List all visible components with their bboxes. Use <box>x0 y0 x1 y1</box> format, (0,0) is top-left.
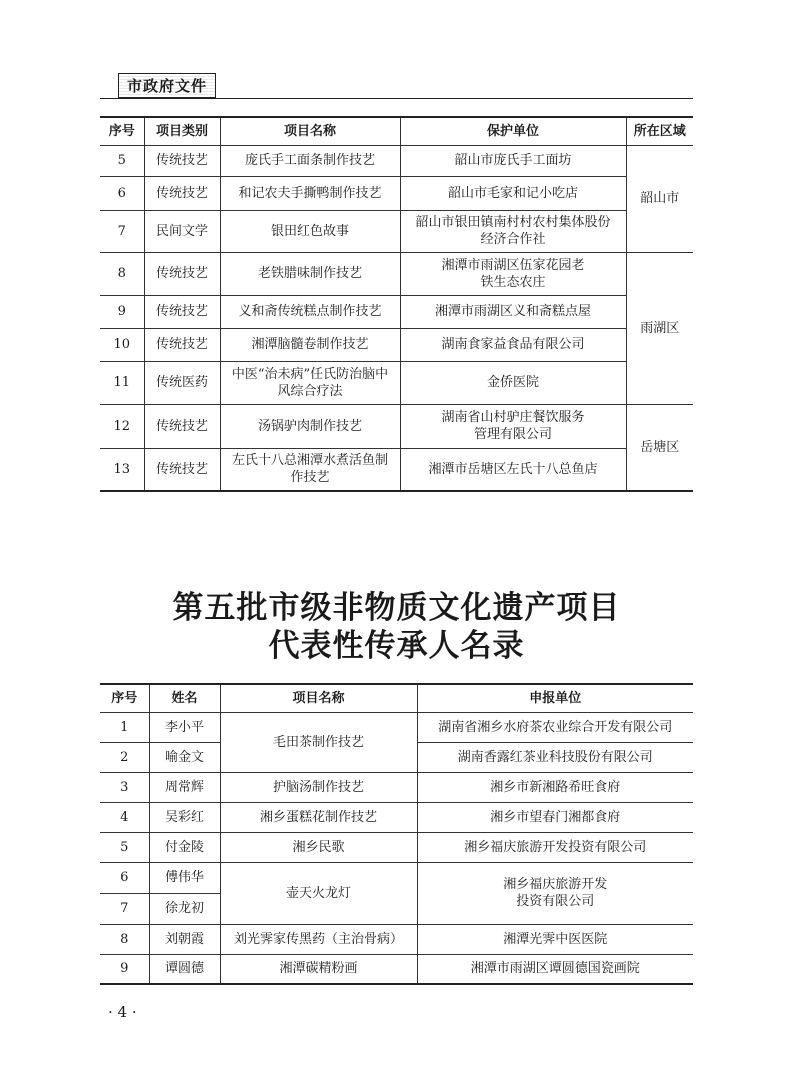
table-row <box>100 448 693 491</box>
table-row <box>100 712 693 742</box>
table-row <box>100 802 693 832</box>
col-header-category: 项目类别 <box>144 117 220 145</box>
section-title-line1: 第五批市级非物质文化遗产项目 <box>172 590 621 626</box>
table-row <box>100 862 693 893</box>
cell-unit: 湘潭市岳塘区左氏十八总鱼店 <box>400 448 626 491</box>
cell-unit: 湘潭市雨湖区谭圆德国瓷画院 <box>417 954 693 984</box>
cell-name: 义和斋传统糕点制作技艺 <box>220 295 400 328</box>
cell-unit: 湘乡福庆旅游开发投资有限公司 <box>417 862 693 924</box>
cell-unit: 韶山市毛家和记小吃店 <box>400 176 626 210</box>
cell-name: 庞氏手工面条制作技艺 <box>220 145 400 176</box>
table-row <box>100 176 693 210</box>
cell-unit: 湘乡市望春门湘都食府 <box>417 802 693 832</box>
cell-unit: 金侨医院 <box>400 361 626 404</box>
cell-person: 喻金文 <box>149 742 220 772</box>
col-header-unit: 保护单位 <box>400 117 626 145</box>
cell-person: 周常辉 <box>149 772 220 802</box>
cell-unit: 湖南香露红茶业科技股份有限公司 <box>417 742 693 772</box>
table-header-row <box>100 684 693 712</box>
cell-unit: 湘潭市雨湖区伍家花园老铁生态农庄 <box>400 252 626 295</box>
cell-no: 2 <box>100 742 149 772</box>
cell-person: 谭圆德 <box>149 954 220 984</box>
table-row <box>100 772 693 802</box>
cell-no: 10 <box>100 328 144 361</box>
table-row <box>100 295 693 328</box>
cell-no: 9 <box>100 954 149 984</box>
cell-category: 民间文学 <box>144 210 220 252</box>
table-row <box>100 404 693 448</box>
cell-no: 8 <box>100 252 144 295</box>
cell-project: 湘乡民歌 <box>220 832 417 862</box>
cell-category: 传统技艺 <box>144 448 220 491</box>
cell-no: 5 <box>100 145 144 176</box>
cell-region: 岳塘区 <box>626 404 693 491</box>
cell-no: 11 <box>100 361 144 404</box>
cell-no: 9 <box>100 295 144 328</box>
cell-region: 雨湖区 <box>626 252 693 404</box>
cell-name: 汤锅驴肉制作技艺 <box>220 404 400 448</box>
table-row <box>100 361 693 404</box>
cell-name: 和记农夫手撕鸭制作技艺 <box>220 176 400 210</box>
cell-category: 传统技艺 <box>144 176 220 210</box>
cell-project: 毛田茶制作技艺 <box>220 712 417 772</box>
cell-category: 传统技艺 <box>144 328 220 361</box>
cell-unit: 湖南食家益食品有限公司 <box>400 328 626 361</box>
cell-no: 4 <box>100 802 149 832</box>
table-row <box>100 832 693 862</box>
cell-no: 7 <box>100 893 149 924</box>
section-title-line2: 代表性传承人名录 <box>268 628 525 664</box>
cell-no: 1 <box>100 712 149 742</box>
cell-no: 6 <box>100 176 144 210</box>
cell-project: 壶天火龙灯 <box>220 862 417 924</box>
cell-person: 付金陵 <box>149 832 220 862</box>
cell-category: 传统技艺 <box>144 404 220 448</box>
cell-no: 5 <box>100 832 149 862</box>
cell-no: 3 <box>100 772 149 802</box>
cell-name: 银田红色故事 <box>220 210 400 252</box>
col-header-name: 项目名称 <box>220 117 400 145</box>
cell-no: 13 <box>100 448 144 491</box>
table-row <box>100 145 693 176</box>
cell-person: 吴彩红 <box>149 802 220 832</box>
cell-unit: 湖南省山村驴庄餐饮服务管理有限公司 <box>400 404 626 448</box>
table-row <box>100 252 693 295</box>
cell-no: 7 <box>100 210 144 252</box>
page-number: · 4 · <box>108 1003 137 1021</box>
cell-unit: 湖南省湘乡水府茶农业综合开发有限公司 <box>417 712 693 742</box>
cell-no: 8 <box>100 924 149 954</box>
cell-region: 韶山市 <box>626 145 693 252</box>
cell-unit: 湘潭市雨湖区义和斋糕点屋 <box>400 295 626 328</box>
cell-project: 湘潭碳精粉画 <box>220 954 417 984</box>
cell-name: 左氏十八总湘潭水煮活鱼制作技艺 <box>220 448 400 491</box>
cell-project: 护脑汤制作技艺 <box>220 772 417 802</box>
cell-unit: 湘潭光霁中医医院 <box>417 924 693 954</box>
cell-person: 李小平 <box>149 712 220 742</box>
col-header-region: 所在区域 <box>626 117 693 145</box>
table-row <box>100 328 693 361</box>
heritage-project-table <box>100 116 693 492</box>
col-header-unit: 申报单位 <box>417 684 693 712</box>
table-row <box>100 210 693 252</box>
cell-project: 刘光霁家传黑药（主治骨病） <box>220 924 417 954</box>
cell-no: 6 <box>100 862 149 893</box>
cell-unit: 韶山市银田镇南村村农村集体股份经济合作社 <box>400 210 626 252</box>
document-header-tag: 市政府文件 <box>118 73 216 98</box>
table-header-row <box>100 117 693 145</box>
table-row <box>100 954 693 984</box>
cell-project: 湘乡蛋糕花制作技艺 <box>220 802 417 832</box>
cell-name: 老铁腊味制作技艺 <box>220 252 400 295</box>
header-rule <box>100 98 693 99</box>
cell-category: 传统技艺 <box>144 252 220 295</box>
cell-person: 刘朝霞 <box>149 924 220 954</box>
cell-unit: 韶山市庞氏手工面坊 <box>400 145 626 176</box>
cell-unit: 湘乡市新湘路希旺食府 <box>417 772 693 802</box>
cell-unit: 湘乡福庆旅游开发投资有限公司 <box>417 832 693 862</box>
cell-person: 傅伟华 <box>149 862 220 893</box>
inheritor-table <box>100 683 693 985</box>
cell-name: 湘潭脑髓卷制作技艺 <box>220 328 400 361</box>
cell-category: 传统医药 <box>144 361 220 404</box>
cell-category: 传统技艺 <box>144 295 220 328</box>
col-header-person: 姓名 <box>149 684 220 712</box>
col-header-no: 序号 <box>100 117 144 145</box>
col-header-project: 项目名称 <box>220 684 417 712</box>
cell-name: 中医“治未病”任氏防治脑中风综合疗法 <box>220 361 400 404</box>
col-header-no: 序号 <box>100 684 149 712</box>
cell-no: 12 <box>100 404 144 448</box>
cell-person: 徐龙初 <box>149 893 220 924</box>
table-row <box>100 924 693 954</box>
cell-category: 传统技艺 <box>144 145 220 176</box>
